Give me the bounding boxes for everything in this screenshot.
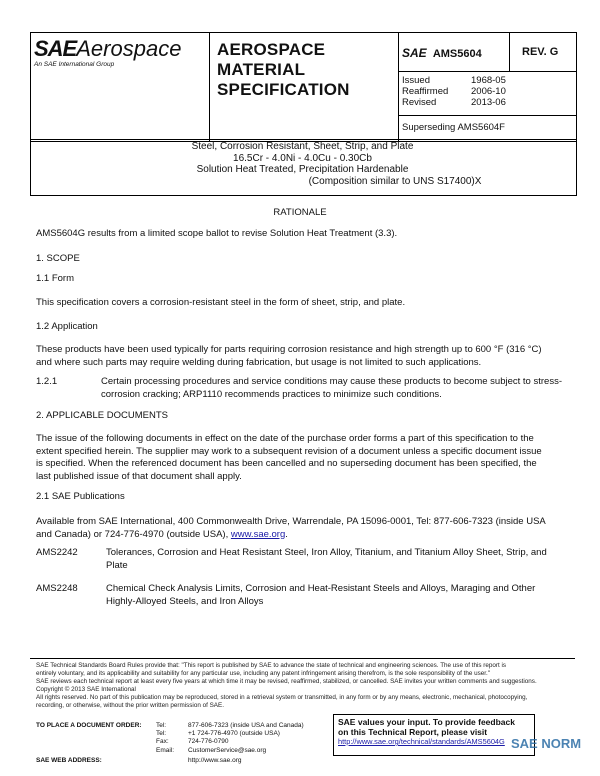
section-1-2-1-number: 1.2.1 [36, 376, 58, 387]
feedback-text: SAE values your input. To provide feedback on this Technical Report, please visit http://www.sae.org/technical/standards/AMS5604G [338, 717, 515, 746]
footer-disclaimer: SAE Technical Standards Board Rules provide that: "This report is published by SAE to advance the state of technical and engineering sciences. The use of this report is entirely voluntary, and its applicability and suitability for any particular use, including any patent infringement arising therefrom, is the sole responsibility of the user." SAE reviews each technical report at least every five years at which time it may be revised, reaffirmed, stabilized, or cancelled. SAE invites your written comments and suggestions. Copyright © 2013 SAE International All rights reserved. No part of this publication may be reproduced, stored in a retrieval system or transmitted, in any form or by any means, electronic, mechanical, photocopying, recording, or otherwise, without the prior written permission of SAE. [36, 662, 537, 709]
ref-code: AMS2248 [36, 583, 78, 594]
section-application: 1.2 Application [36, 321, 98, 332]
application-text: These products have been used typically for parts requiring corrosion resistance and high strength up to 600 °F (316 °C) and where such parts may require welding during fabrication, but usage is not limited to such applications. [36, 344, 542, 368]
sae-aerospace-logo: SAEAerospace [34, 36, 182, 61]
material-title: Steel, Corrosion Resistant, Sheet, Strip, and Plate 16.5Cr - 4.0Ni - 4.0Cu - 0.30Cb Solution Heat Treated, Precipitation Hardenable (Composition similar to UNS S17400)X [191, 141, 482, 187]
section-1-2-1-text: Certain processing procedures and service conditions may cause these products to become subject to stress- corrosion cracking; ARP1110 recommends practices to minimize such conditions. [101, 376, 562, 400]
sae-publications-text: Available from SAE International, 400 Commonwealth Drive, Warrendale, PA 15096-0001, Tel: 877-606-7323 (inside USA and Canada) or 724-776-4970 (outside USA), www.sae.org. [36, 516, 546, 540]
applicable-documents-text: The issue of the following documents in effect on the date of the purchase order forms a part of this specification to the extent specified herein. The supplier may work to a subsequent revision of a document unless a specific document issue is specified. When the referenced document has been cancelled and no superseding document has been specified, the last published issue of that document shall apply. [36, 433, 542, 482]
divider [398, 71, 576, 72]
order-contacts: Tel: 877-606-7323 (inside USA and Canada) Tel: +1 724-776-4970 (outside USA) Fax: 724-776-0790 Email: CustomerService@sae.org [156, 722, 304, 754]
web-address-label: SAE WEB ADDRESS: [36, 757, 102, 764]
revised-label: Revised [402, 97, 437, 108]
ref-code: AMS2242 [36, 547, 78, 558]
section-sae-publications: 2.1 SAE Publications [36, 491, 125, 502]
section-scope: 1. SCOPE [36, 253, 80, 264]
spec-number: SAE AMS5604 [402, 46, 482, 60]
issued-label: Issued [402, 75, 430, 86]
sae-norm-watermark: SAE NORM [511, 736, 582, 751]
issued-date: 1968-05 [471, 75, 506, 86]
web-address: http://www.sae.org [188, 757, 242, 764]
sae-website-link[interactable]: www.sae.org [230, 528, 286, 540]
section-form: 1.1 Form [36, 273, 75, 284]
divider [209, 33, 210, 141]
revision-label: REV. G [522, 46, 559, 58]
logo-subtitle: An SAE International Group [34, 61, 115, 68]
reaffirmed-date: 2006-10 [471, 86, 506, 97]
divider [398, 33, 399, 141]
revised-date: 2013-06 [471, 97, 506, 108]
feedback-link[interactable]: http://www.sae.org/technical/standards/AMS5604G [338, 737, 505, 746]
rationale-text: AMS5604G results from a limited scope ballot to revise Solution Heat Treatment (3.3). [36, 228, 398, 239]
document-type-title: AEROSPACE MATERIAL SPECIFICATION [217, 40, 350, 99]
order-label: TO PLACE A DOCUMENT ORDER: [36, 722, 142, 729]
ref-title: Tolerances, Corrosion and Heat Resistant Steel, Iron Alloy, Titanium, and Titanium Alloy Sheet, Strip, and Plate [106, 547, 547, 571]
rationale-heading: RATIONALE [273, 207, 327, 218]
footer-rule [30, 658, 575, 659]
form-text: This specification covers a corrosion-resistant steel in the form of sheet, strip, and plate. [36, 297, 406, 308]
reaffirmed-label: Reaffirmed [402, 86, 449, 97]
divider [509, 33, 510, 71]
section-applicable-documents: 2. APPLICABLE DOCUMENTS [36, 410, 168, 421]
divider [398, 115, 576, 116]
ref-title: Chemical Check Analysis Limits, Corrosion and Heat-Resistant Steels and Alloys, Maraging and Other Highly-Alloyed Steels, and Iron Alloys [106, 583, 536, 607]
superseding-note: Superseding AMS5604F [402, 122, 505, 133]
